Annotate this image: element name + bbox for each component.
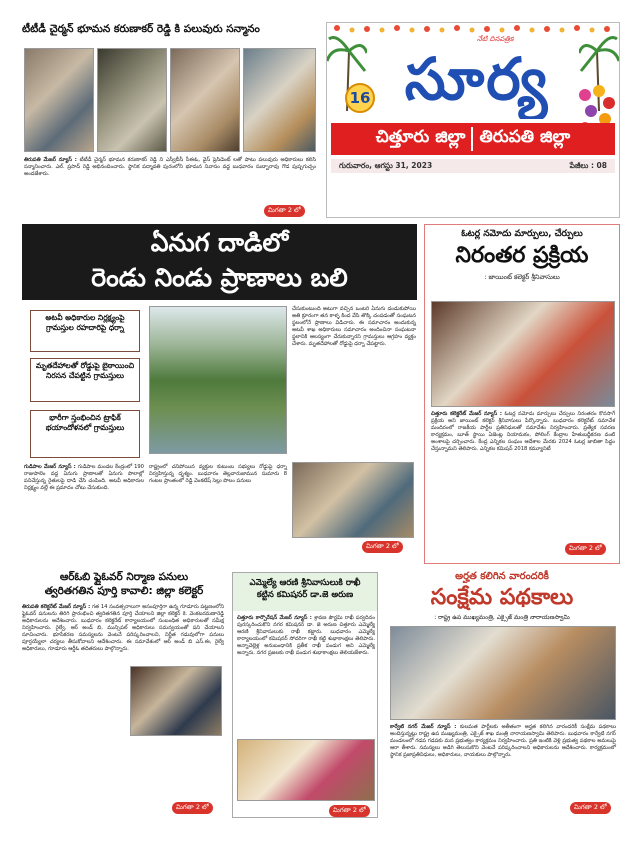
story-elephant-headline-line2: రెండు నిండు ప్రాణాలు బలి: [91, 263, 348, 292]
edition-divider: [471, 127, 473, 151]
callout-road-protest: మృతదేహాలతో రోడ్డుపై బైఠాయించి నిరసన చేపట్టిన గ్రామస్తులు: [30, 358, 140, 402]
story-voter-headline: నిరంతర ప్రక్రియ: [455, 243, 589, 268]
photo-ttd-chairman-3: [170, 48, 240, 152]
story-ttd-body: [24, 157, 316, 205]
callout-forest-negligence: అటవీ అధికారుల నిర్లక్ష్యంపై గ్రామస్తుల రహదారిపై ధర్నా: [30, 310, 140, 352]
story-rob-body: [22, 604, 224, 800]
story-rob-flyover: [22, 570, 226, 818]
page-count: పేజీలు : 08: [569, 160, 607, 170]
edition-left: చిత్తూరు జిల్లా: [375, 127, 466, 147]
callout-traffic-jam: భారీగా స్తంభించిన ట్రాఫిక్ భయాందోళనలో గ్రామస్తులు: [30, 410, 140, 458]
story-elephant-text: గుడిపాల మండల కేంద్రంలో 190 రాజుపాలెం వద్ద ఏనుగు ప్రాణాలతో ఏనుగు పొలాల్లో పనిచేస్తున్న రైతులపై దాడి చేసి చంపింది. అటవీ అధికారుల నిర్లక్ష్యం వల్లే ఈ ప్రమాదం చోటు చేసుకుంది.: [24, 464, 144, 491]
story-welfare-jump[interactable]: మిగతా 2 లో: [570, 802, 611, 814]
story-rakhi-headline-box: [233, 573, 377, 611]
story-welfare-headline: సంక్షేమ పథకాలు: [430, 585, 574, 610]
story-rakhi-body: [237, 615, 375, 735]
story-rob-headline-line2: త్వరితగతిన పూర్తి కావాలి: జిల్లా కలెక్టర్: [44, 585, 204, 597]
story-elephant-jump[interactable]: మిగతా 2 లో: [362, 541, 403, 553]
story-rakhi-jump[interactable]: మిగతా 2 లో: [329, 805, 370, 817]
photo-elephant-field: [149, 306, 287, 454]
story-elephant-body-left: [24, 464, 144, 550]
story-welfare-byline: : రాష్ట్ర ఉప ముఖ్యమంత్రి, ఎక్సైజ్ మంత్రి నారాయణస్వామి: [434, 614, 570, 621]
anniversary-badge: [345, 83, 375, 113]
masthead-tagline: నేటి దినపత్రిక: [477, 35, 514, 43]
garland-decoration: [327, 23, 620, 35]
story-elephant-credit: గుడిపాల మేజర్ న్యూస్ :: [24, 464, 76, 470]
photo-rakhi-ceremony: [237, 739, 375, 801]
issue-date: గురువారం, ఆగస్టు 31, 2023: [339, 160, 433, 170]
story-voter-jump[interactable]: మిగతా 2 లో: [565, 543, 606, 555]
story-rob-headline-line1: ఆర్ఓబి ఫ్లైఓవర్ నిర్మాణ పనులు: [59, 571, 189, 583]
story-welfare-kicker: అర్హత కలిగిన వారందరికీ: [455, 571, 549, 582]
story-ttd-jump[interactable]: మిగతా 2 లో: [264, 205, 305, 217]
story-elephant-headline-box: [22, 224, 417, 300]
anniversary-number: 16: [349, 89, 371, 107]
photo-voter-meeting: [431, 301, 615, 407]
photo-ttd-chairman-4: [243, 48, 316, 152]
photo-ttd-chairman-1: [24, 48, 94, 152]
story-ttd-credit: తిరుపతి మేజర్ న్యూస్ :: [24, 157, 77, 163]
story-ttd-headline: టీటీడీ చైర్మన్ భూమన కరుణాకర్ రెడ్డి కి పలువురు సన్మానం: [22, 23, 260, 35]
story-welfare: [384, 570, 620, 818]
story-voter-enrollment: [424, 224, 620, 564]
photo-welfare-visit: [390, 626, 616, 720]
story-welfare-text: కులమత పార్టీలకు అతీతంగా అర్హత కలిగిన వారందరికీ సంక్షేమ పథకాలు అందిస్తున్నట్లు రాష్ట్ర ఉప ముఖ్యమంత్రి, ఎక్సైజ్ శాఖ మంత్రి నారాయణస్వామి తెలిపారు. బుధవారం కార్వేటి నగర్ మండలంలో గడప గడపకు మన ప్రభుత్వం కార్యక్రమం నిర్వహించారు. ప్రతి ఇంటికి వెళ్లి ప్రభుత్వ పథకాల అమలుపై ఆరా తీశారు. సమస్యలు అడిగి తెలుసుకొని వెంటనే పరిష్కరించాలని అధికారులను ఆదేశించారు. కార్యక్రమంలో స్థానిక ప్రజాప్రతినిధులు, అధికారులు, నాయకులు పాల్గొన్నారు.: [390, 724, 616, 758]
masthead-title: సూర్య: [404, 45, 550, 113]
story-rob-text: గత 14 సంవత్సరాలుగా అసంపూర్తిగా ఉన్న గూడూరు పట్టణంలోని ఫ్లైఓవర్ పనులను తిరిగి ప్రారంభించి త్వరితగతిన పూర్తి చేయాలని జిల్లా కలెక్టర్ కె. వెంకటరమణారెడ్డి అధికారులను ఆదేశించారు. బుధవారం కలెక్టరేట్ కార్యాలయంలో సంబంధిత అధికారులతో సమీక్ష నిర్వహించారు. రైల్వే, ఆర్ అండ్ బి, మున్సిపల్ అధికారులు సమన్వయంతో పని చేయాలని సూచించారు. భూసేకరణ సమస్యలను వెంటనే పరిష్కరించాలని, నిర్ణీత గడువులోగా పనులు పూర్తయ్యేలా చర్యలు తీసుకోవాలని ఆదేశించారు. ఈ సమావేశంలో ఆర్ అండ్ బి ఎస్.ఈ, రైల్వే అధికారులు, గూడూరు ఆర్డీఓ తదితరులు పాల్గొన్నారు.: [22, 604, 224, 652]
story-welfare-credit: కార్వేటి నగర్ మేజర్ న్యూస్ :: [390, 724, 457, 730]
story-elephant: [22, 224, 417, 555]
story-voter-credit: చిత్తూరు కలెక్టరేట్ మేజర్ న్యూస్ :: [431, 411, 502, 417]
story-elephant-body-middle: చేసుకుంటుంది అటుగా వచ్చిన ఒంటరి ఏనుగు దండుకుపోయి అతి క్రూరంగా తన కాళ్ళ కింద వేసి తొక్కి చంపడంతో సంఘటన స్థలంలోనే ప్రాణాలు విడిచారు. ఈ సమాచారం అందుకున్న అటవీ శాఖ అధికారులు సమాచారం అందించినా సంఘటనా స్థలానికి ఆలస్యంగా చేరుకున్నారని గ్రామస్తులు ఆగ్రహం వ్యక్తం చేశారు. మృతదేహాలతో రోడ్డుపై ధర్నా చేపట్టారు.: [292, 306, 416, 347]
story-rakhi: [232, 572, 378, 818]
story-elephant-headline-line1: ఏనుగ దాడిలో: [150, 228, 289, 257]
masthead: [326, 22, 620, 218]
story-voter-kicker: ఓటర్ల నమోదు మార్పులు, చేర్పులు: [461, 229, 583, 239]
story-ttd-chairman: [22, 22, 318, 218]
story-rob-jump[interactable]: మిగతా 2 లో: [172, 802, 213, 814]
story-welfare-body: [390, 724, 616, 800]
story-rakhi-credit: చిత్తూరు కార్పొరేషన్ మేజర్ న్యూస్ :: [237, 615, 312, 621]
story-rob-credit: తిరుపతి కలెక్టరేట్ మేజర్ న్యూస్ :: [22, 604, 91, 610]
photo-protest-crowd: [292, 462, 414, 538]
edition-right: తిరుపతి జిల్లా: [479, 127, 571, 147]
story-voter-text: ఓటర్ల నమోదు మార్పులు చేర్పులు నిరంతరం కొనసాగే ప్రక్రియ అని జాయింట్ కలెక్టర్ శ్రీనివాసులు పేర్కొన్నారు. బుధవారం కలెక్టరేట్ సమావేశ మందిరంలో రాజకీయ పార్టీల ప్రతినిధులతో సమావేశం నిర్వహించారు. ప్రత్యేక సవరణ కార్యక్రమం, బూత్ స్థాయి ఏజెంట్ల నియామకం, పోలింగ్ కేంద్రాల హేతుబద్ధీకరణ వంటి అంశాలపై చర్చించారు. కేంద్ర ఎన్నికల సంఘం ఆదేశాల మేరకు 2024 ఓటర్ల జాబితా సిద్ధం చేస్తున్నామని తెలిపారు. ఎన్నికల కమిషన్ 2018 కమ్యూనిటీ: [431, 411, 616, 452]
story-voter-body: [431, 411, 615, 535]
edition-bar: [331, 123, 615, 155]
story-elephant-caption: రాష్ట్రంలో చనిపోయిన వ్యక్తుల కుటుంబ సభ్యులు రోడ్డుపై ధర్నా నిర్వహిస్తున్న దృశ్యం. బుధవారం తెల్లవారుజామున సుమారు 8 గంటల ప్రాంతంలో రెడ్డి వెంకటేష్ సెల్లు పొలం పనులు: [149, 464, 287, 484]
date-bar: [331, 159, 615, 173]
story-rakhi-headline-line2: కట్టిన కమిషనర్ డా.జె అరుణ: [256, 590, 354, 600]
story-rakhi-headline-line1: ఎమ్మెల్యే ఆరణి శ్రీనివాసులుకి రాఖీ: [249, 578, 361, 588]
story-rakhi-text: శ్రావణ పౌర్ణమి రాఖీ పర్వదినం పురస్కరించుకొని నగర కమిషనర్ డా. జె అరుణ చిత్తూరు ఎమ్మెల్యే ఆరణి శ్రీనివాసులుకు రాఖీ కట్టారు. బుధవారం ఎమ్మెల్యే కార్యాలయంలో కమిషనర్ సోదరిగా రాఖీ కట్టి శుభాకాంక్షలు తెలిపారు. అన్నాచెల్లెళ్ల అనుబంధానికి ప్రతీక రాఖీ పండుగ అని ఎమ్మెల్యే అన్నారు. నగర ప్రజలకు రాఖీ పండుగ శుభాకాంక్షలు తెలియజేశారు.: [237, 615, 375, 656]
story-ttd-text: టీటీడీ చైర్మన్ భూమన కరుణాకర్ రెడ్డి ని ఎస్వీబీసీ సీఈఓ, వైస్ ప్రెసిడెంట్ లతో పాటు పలువురు అధికారులు కలిసి సన్మానించారు. ఎల్. ప్రసాద్ రెడ్డి అభినందించారు. స్థానిక పద్మావతి పురంలోని భూమన నివాసం వద్ద బుధవారం సుబ్బారావు గౌడ పుష్పగుచ్ఛం అందజేశారు.: [24, 157, 316, 177]
story-voter-byline: : జాయింట్ కలెక్టర్ శ్రీనివాసులు: [484, 273, 560, 281]
photo-ttd-chairman-2: [97, 48, 167, 152]
